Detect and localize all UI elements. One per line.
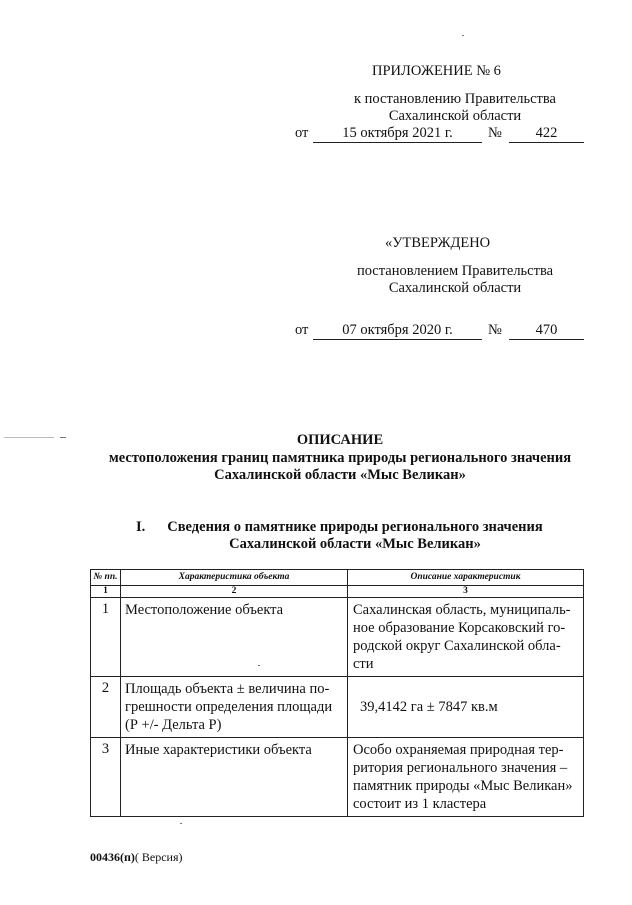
- header-description: Описание характеристик: [348, 570, 584, 586]
- row-description: 39,4142 га ± 7847 кв.м: [348, 677, 584, 738]
- table-row: [91, 598, 584, 677]
- column-number: 3: [348, 586, 584, 598]
- scan-speck: [60, 437, 66, 438]
- row-characteristic: Площадь объекта ± величина по-грешности определения площади (Р +/- Дельта Р): [121, 677, 348, 738]
- document-subtitle-line-2: Сахалинской области «Мыс Великан»: [214, 467, 466, 483]
- row-characteristic: Иные характеристики объекта: [121, 738, 348, 817]
- footer-version: ( Версия): [134, 850, 183, 864]
- header-characteristic: Характеристика объекта: [121, 570, 348, 586]
- appendix-number-label: №: [488, 125, 502, 141]
- scan-speck: [258, 665, 260, 666]
- appendix-number: 422: [509, 124, 584, 143]
- scan-speck: [462, 35, 464, 36]
- appendix-from-label: от: [295, 125, 309, 141]
- document-subtitle-line-1: местоположения границ памятника природы регионального значения: [108, 450, 572, 466]
- approved-number-label: №: [488, 322, 502, 338]
- row-number: 2: [91, 677, 121, 738]
- row-number: 1: [91, 598, 121, 677]
- row-characteristic: Местоположение объекта: [121, 598, 348, 677]
- document-title: ОПИСАНИЕ: [296, 432, 384, 448]
- scan-speck: [4, 437, 54, 438]
- approved-date: 07 октября 2020 г.: [313, 321, 482, 340]
- section-numeral: I.: [136, 519, 146, 535]
- row-number: 3: [91, 738, 121, 817]
- characteristics-table: [90, 569, 584, 817]
- approved-from-label: от: [295, 322, 309, 338]
- header-number: № пп.: [91, 570, 121, 586]
- approved-line-1: постановлением Правительства: [356, 263, 554, 279]
- appendix-line-1: к постановлению Правительства: [354, 91, 556, 107]
- approved-title: «УТВЕРЖДЕНО: [385, 235, 491, 251]
- column-number-row: [91, 586, 584, 598]
- approved-number: 470: [509, 321, 584, 340]
- table-row: [91, 738, 584, 817]
- row-description: Особо охраняемая природная тер-ритория регионального значения – памятник природы «Мыс Великан» состоит из 1 кластера: [348, 738, 584, 817]
- column-number: 1: [91, 586, 121, 598]
- footer-code: 00436(п): [90, 850, 135, 864]
- section-title-line-2: Сахалинской области «Мыс Великан»: [229, 536, 481, 552]
- section-title-line-1: Сведения о памятнике природы регионального значения: [167, 519, 543, 535]
- approved-line-2: Сахалинской области: [388, 280, 522, 296]
- appendix-date: 15 октября 2021 г.: [313, 124, 482, 143]
- table-row: [91, 677, 584, 738]
- table-header-row: [91, 570, 584, 586]
- row-description: Сахалинская область, муниципаль-ное образование Корсаковский го-родской округ Сахалинской обла-сти: [348, 598, 584, 677]
- footer-code-line: [90, 850, 183, 865]
- appendix-title: ПРИЛОЖЕНИЕ № 6: [372, 63, 501, 79]
- column-number: 2: [121, 586, 348, 598]
- scan-speck: [180, 823, 182, 824]
- appendix-line-2: Сахалинской области: [388, 108, 522, 124]
